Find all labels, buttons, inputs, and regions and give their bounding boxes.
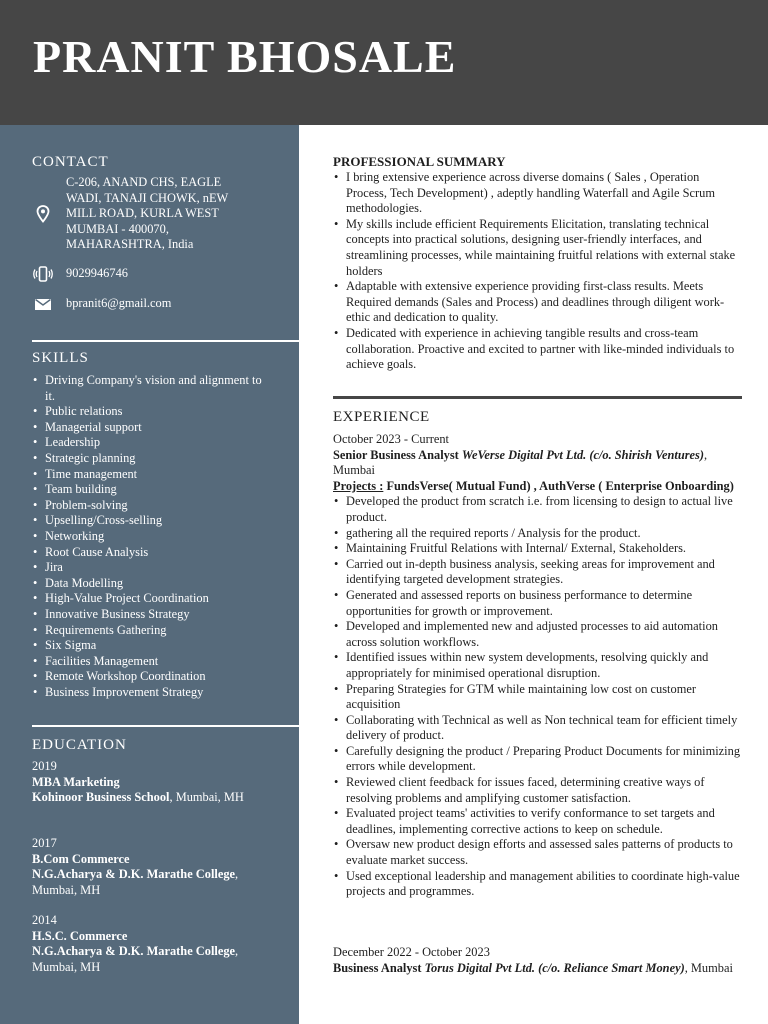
job-bullets xyxy=(333,494,743,899)
location-pin-icon xyxy=(32,205,54,223)
list-item: • Identified issues within new system developments, resolving quickly and appropriately for minimised operational disruption. xyxy=(333,650,743,681)
list-item: • Leadership xyxy=(32,435,262,451)
list-item: • Strategic planning xyxy=(32,451,262,467)
education-school-line xyxy=(32,867,272,898)
job-location: , Mumbai xyxy=(333,447,708,478)
list-item: • Problem-solving xyxy=(32,498,262,514)
contact-email: bpranit6@gmail.com xyxy=(66,296,172,310)
list-item: • Used exceptional leadership and management abilities to coordinate high-value projects and programmes. xyxy=(333,869,743,900)
contact-address: C-206, ANAND CHS, EAGLE WADI, TANAJI CHOWK, nEW MILL ROAD, KURLA WEST MUMBAI - 400070, MAHARASHTRA, India xyxy=(66,175,229,252)
list-item: • Business Improvement Strategy xyxy=(32,685,262,701)
list-item: • Root Cause Analysis xyxy=(32,545,262,561)
projects-label: Projects : xyxy=(333,478,384,493)
list-item: • Developed the product from scratch i.e. from licensing to design to actual live product. xyxy=(333,494,743,525)
list-item: • Carried out in-depth business analysis, seeking areas for improvement and identifying targeted development strategies. xyxy=(333,557,743,588)
sidebar-divider xyxy=(32,725,299,727)
experience-job xyxy=(333,432,743,900)
education-entry xyxy=(32,836,272,898)
list-item: • Collaborating with Technical as well as Non technical team for efficient timely delivery of product. xyxy=(333,713,743,744)
sidebar-divider xyxy=(32,340,299,342)
list-item: • Remote Workshop Coordination xyxy=(32,669,262,685)
list-item: • Oversaw new product design efforts and assessed sales patterns of products to evaluate market success. xyxy=(333,837,743,868)
education-school-line xyxy=(32,790,272,806)
contact-email-row xyxy=(32,296,171,312)
skills-list xyxy=(32,373,262,700)
list-item: • Dedicated with experience in achieving tangible results and cross-team collaboration. Proactive and excited to partner with like-minded individuals to achieve goals. xyxy=(333,326,743,373)
list-item: • Developed and implemented new and adjusted processes to aid automation across solution workflows. xyxy=(333,619,743,650)
education-location: , Mumbai, MH xyxy=(32,867,239,897)
list-item: • Networking xyxy=(32,529,262,545)
job-dates: October 2023 - Current xyxy=(333,432,449,446)
summary-list xyxy=(333,170,743,373)
education-school: N.G.Acharya & D.K. Marathe College xyxy=(32,944,236,959)
job-dates: December 2022 - October 2023 xyxy=(333,945,490,959)
education-degree: B.Com Commerce xyxy=(32,851,130,866)
education-location: , Mumbai, MH xyxy=(32,944,239,974)
list-item: • Carefully designing the product / Preparing Product Documents for minimizing errors while development. xyxy=(333,744,743,775)
contact-address-row xyxy=(32,175,256,253)
list-item: • Facilities Management xyxy=(32,654,262,670)
projects-text: FundsVerse( Mutual Fund) , AuthVerse ( Enterprise Onboarding) xyxy=(383,478,734,493)
contact-title: CONTACT xyxy=(32,154,109,170)
education-entry xyxy=(32,759,272,806)
education-entry xyxy=(32,913,272,975)
list-item: • Upselling/Cross-selling xyxy=(32,513,262,529)
job-location: , Mumbai xyxy=(684,960,733,975)
experience-title: EXPERIENCE xyxy=(333,409,430,425)
job-role: Senior Business Analyst xyxy=(333,447,459,462)
education-location: , Mumbai, MH xyxy=(169,790,244,805)
job-heading xyxy=(333,961,743,977)
education-school: N.G.Acharya & D.K. Marathe College xyxy=(32,867,236,882)
list-item: • Managerial support xyxy=(32,420,262,436)
header-banner xyxy=(0,0,768,125)
list-item: • Data Modelling xyxy=(32,576,262,592)
list-item: • Time management xyxy=(32,467,262,483)
candidate-name: PRANIT BHOSALE xyxy=(33,31,457,82)
contact-phone: 9029946746 xyxy=(66,266,128,280)
section-divider xyxy=(333,396,742,399)
list-item: • Generated and assessed reports on business performance to determine opportunities for growth or improvement. xyxy=(333,588,743,619)
education-year: 2014 xyxy=(32,913,57,927)
education-degree: MBA Marketing xyxy=(32,774,120,789)
summary-title: PROFESSIONAL SUMMARY xyxy=(333,154,506,169)
education-school-line xyxy=(32,944,272,975)
job-role: Business Analyst xyxy=(333,960,422,975)
job-company: Torus Digital Pvt Ltd. (c/o. Reliance Smart Money) xyxy=(424,960,685,975)
job-heading xyxy=(333,448,743,479)
mail-icon xyxy=(32,296,54,311)
phone-icon xyxy=(32,266,54,282)
list-item: • High-Value Project Coordination xyxy=(32,591,262,607)
list-item: • Preparing Strategies for GTM while maintaining low cost on customer acquisition xyxy=(333,682,743,713)
sidebar xyxy=(0,125,299,1024)
contact-phone-row xyxy=(32,266,128,282)
education-year: 2019 xyxy=(32,759,57,773)
list-item: • I bring extensive experience across diverse domains ( Sales , Operation Process, Tech Development) , adeptly handling Waterfall and Agile Scrum methodologies. xyxy=(333,170,743,217)
job-projects xyxy=(333,479,743,495)
list-item: • Maintaining Fruitful Relations with Internal/ External, Stakeholders. xyxy=(333,541,743,557)
list-item: • Reviewed client feedback for issues faced, determining creative ways of resolving problems and amplifying customer satisfaction. xyxy=(333,775,743,806)
list-item: • Innovative Business Strategy xyxy=(32,607,262,623)
list-item: • Six Sigma xyxy=(32,638,262,654)
experience-job xyxy=(333,945,743,976)
list-item: • My skills include efficient Requirements Elicitation, translating technical concepts into practical solutions, designing user-friendly interfaces, and streamlining processes, while maintaining fruitful relations with external stake holders xyxy=(333,217,743,279)
list-item: • Team building xyxy=(32,482,262,498)
list-item: • Evaluated project teams' activities to verify conformance to set targets and deadlines, implementing corrective actions to keep on schedule. xyxy=(333,806,743,837)
list-item: • Requirements Gathering xyxy=(32,623,262,639)
education-school: Kohinoor Business School xyxy=(32,790,170,805)
skills-title: SKILLS xyxy=(32,350,89,366)
education-year: 2017 xyxy=(32,836,57,850)
list-item: • Jira xyxy=(32,560,262,576)
education-title: EDUCATION xyxy=(32,737,127,753)
education-degree: H.S.C. Commerce xyxy=(32,928,128,943)
list-item: • Public relations xyxy=(32,404,262,420)
job-company: WeVerse Digital Pvt Ltd. (c/o. Shirish Ventures) xyxy=(461,447,704,462)
list-item: • gathering all the required reports / Analysis for the product. xyxy=(333,526,743,542)
list-item: • Adaptable with extensive experience providing first-class results. Meets Required demands (Sales and Process) and deadlines through diligent work-ethic and dedication to quality. xyxy=(333,279,743,326)
list-item: • Driving Company's vision and alignment to it. xyxy=(32,373,262,404)
